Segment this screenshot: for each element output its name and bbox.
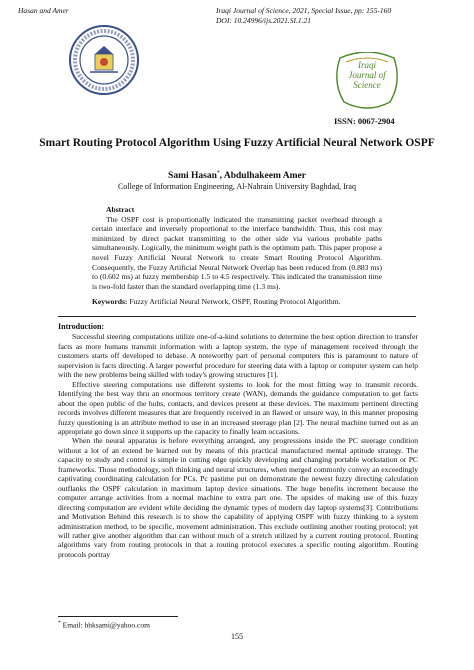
paper-title: Smart Routing Protocol Algorithm Using Fuzzy Artificial Neural Network OSPF [39, 137, 435, 149]
body-paragraph: When the neural apparatus is before everything arranged, any progressions inside the PC steerage condition without a lot of an extend be learned out by means of this practical manufactured mental aptitude strategy. The capacity to study and control is simple in cutting edge quickly developing and changing portable workstation or PC frameworks. Those methodology, soft thinking and neural structures, when merged commonly convey an exceedingly captivating coordinating calculation for PCs. Pc pastime put on demonstrate the newest fuzzy directing calculation outflanks the OSPF calculation in maximum laptop device situations. The huge benefits increment because the computer arrange activities from a normal machine to extra part one. The upsides of making use of this fuzzy directing computation are evident while deciding the dynamic types of modern day laptop systems[3]. Contributions and Motivation Behind this research is to show the capability of applying OSPF with fuzzy thinking to a system administration method, to be specific, movement administration. This exclude outlining another routing protocol; yet will rather give another algorithm that can without much of a stretch utilized by a current routing protocol. Routing algorithms vary from routing protocols in that a routing protocol executes a specific routing algorithm. Routing protocols portray [58, 436, 418, 559]
footnote-mark: * [58, 620, 61, 626]
journal-logo-line2: Journal of [348, 70, 386, 80]
keywords [92, 297, 382, 307]
issn: ISSN: 0067-2904 [334, 116, 395, 126]
author-rest: , Abdulhakeem Amer [219, 171, 306, 182]
keywords-list: Fuzzy Artificial Neural Network, OSPF, Routing Protocol Algorithm. [129, 297, 341, 307]
footnote [58, 620, 150, 630]
abstract-text: The OSPF cost is proportionally indicated the transmitting packet overhead through a certain interface and inversely proportional to the interface bandwidth. Thus, this cost may minimized by direct packet transmitting to the other side via various probable paths simultaneously. Logically, the minimum weight path is the optimum path. This paper propose a novel Fuzzy Artificial Neural Network to create Smart Routing Protocol Algorithm. Consequently, the Fuzzy Artificial Neural Network Overlap has been reduced from (0.883 ms) to (0.602 ms) at fuzzy membership 1.5 to 4.5 respectively. This indicated the transmission time is two-fold faster than the standard overlapping time (1.3 ms). [92, 214, 382, 291]
running-header-authors: Hasan and Amer [18, 6, 69, 15]
running-header-journal [216, 6, 391, 26]
footnote-divider [58, 616, 178, 617]
footnote-email: Email: hhksami@yahoo.com [62, 620, 150, 630]
keywords-label: Keywords: [92, 297, 128, 307]
body-paragraph: Successful steering computations utilize one-of-a-kind solutions to determine the best option direction to transfer facts as more humans transmit information with a laptop system, the type of management received through the customers starts off developed to debase. A noteworthy part of personal computers this is paramount to nature of supervision is facts directing. A larger powerful procedure for steering data with a laptop or computer system can help with the new problems being skilled with today's growing structures [1]. [58, 332, 418, 380]
journal-logo [332, 52, 402, 110]
section-divider [58, 316, 416, 317]
page-number: 155 [231, 632, 243, 641]
corresponding-mark: * [216, 170, 220, 176]
author-first: Sami Hasan [168, 171, 217, 182]
affiliation: College of Information Engineering, Al-Nahrain University Baghdad, Iraq [118, 182, 356, 191]
body-paragraph: Effective steering computations use different systems to look for the most fitting way to transmit records. Identifying the best way thru an enormous territory create (WAN), demands the guidance computation to get facts about the open public of the hubs, contacts, and devices present at these devices. The maximum pertinent directing records involves different measures that are frequently received in an flawed or unsure way, in this manner proposing fuzzy questioning is an attribute method to use in an increased steerage plan [2]. The neural machine turned out as an appropriate go down since it supports up the capacity to finally learn occasions. [58, 379, 418, 436]
doi: DOI: 10.24996/ijs.2021.SI.1.21 [216, 16, 311, 25]
author-list [30, 170, 444, 181]
introduction-heading: Introduction: [58, 322, 105, 331]
abstract-heading: Abstract [106, 205, 135, 214]
journal-logo-line1: Iraqi [358, 60, 376, 70]
university-seal-logo [68, 24, 140, 96]
journal-citation: Iraqi Journal of Science, 2021, Special Issue, pp: 155-160 [216, 6, 392, 15]
body-section [58, 322, 418, 559]
abstract-section [92, 205, 382, 307]
journal-logo-line3: Science [353, 80, 381, 90]
